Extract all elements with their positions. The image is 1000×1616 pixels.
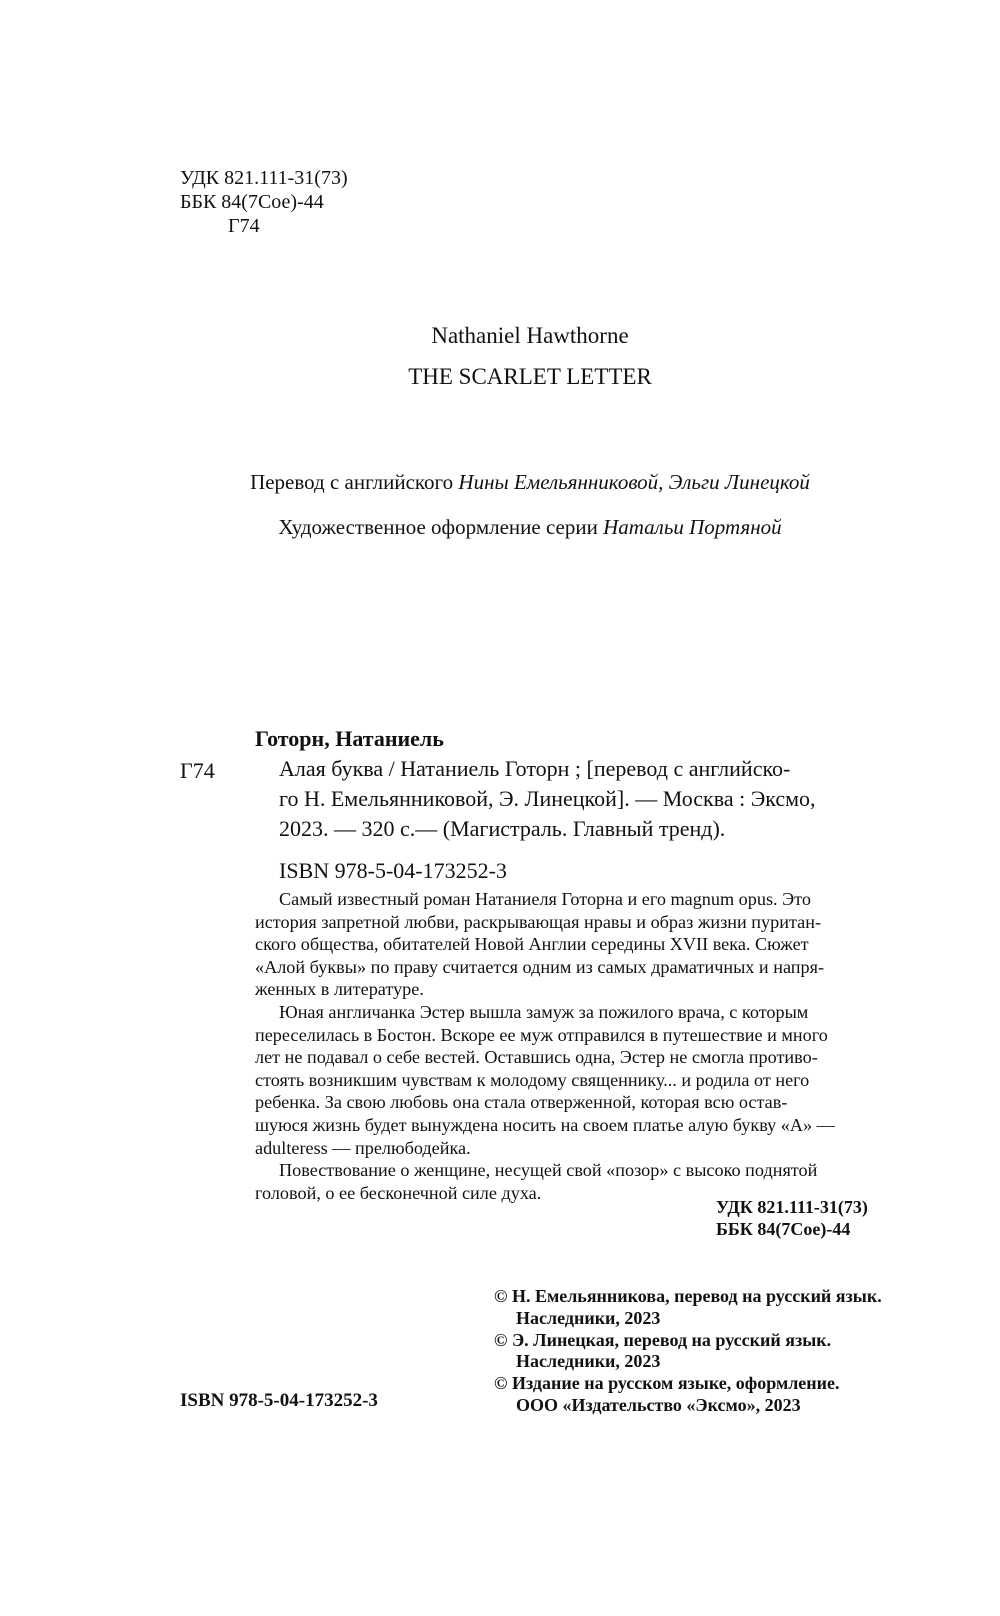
annotation-line: лет не подавал о себе вестей. Оставшись одна, Эстер не смогла противо- [255, 1047, 818, 1068]
annotation-line: ского общества, обитателей Новой Англии середины XVII века. Сюжет [255, 934, 809, 955]
translators: Нины Емельянниковой, Эльги Линецкой [458, 470, 810, 494]
annotation-line: Самый известный роман Натаниеля Готорна и его magnum opus. Это [279, 889, 811, 909]
bibliography-description [255, 754, 895, 844]
bbk-code: ББК 84(7Сое)-44 [180, 191, 324, 213]
annotation-line: Повествование о женщине, несущей свой «позор» с высоко поднятой [279, 1160, 818, 1181]
designer: Натальи Портяной [603, 515, 782, 539]
copyright-line: Наследники, 2023 [516, 1351, 661, 1372]
annotation-line: ребенка. За свою любовь она стала отверженной, которая всю остав- [255, 1092, 788, 1113]
design-prefix: Художественное оформление серии [278, 515, 598, 539]
translation-prefix: Перевод с английского [250, 470, 454, 494]
copyright-line: © Н. Емельянникова, перевод на русский язык. [494, 1286, 882, 1306]
annotation-line: шуюся жизнь будет вынуждена носить на своем платье алую букву «А» — [255, 1114, 835, 1135]
design-credit [0, 515, 1000, 540]
annotation-line: Юная англичанка Эстер вышла замуж за пожилого врача, с которым [279, 1001, 809, 1022]
description-line: го Н. Емельянниковой, Э. Линецкой]. — Москва : Эксмо, [279, 786, 816, 811]
copyright-line: ООО «Издательство «Эксмо», 2023 [516, 1394, 801, 1415]
udk-code: УДК 821.111-31(73) [180, 167, 348, 189]
annotation-line: головой, о ее бесконечной силе духа. [255, 1182, 542, 1203]
author-mark: Г74 [228, 215, 260, 237]
bibliography-isbn: ISBN 978-5-04-173252-3 [279, 858, 507, 883]
annotation-line: «Алой буквы» по праву считается одним из самых драматичных и напря- [255, 956, 825, 977]
annotation-line: переселилась в Бостон. Вскоре ее муж отправился в путешествие и много [255, 1024, 828, 1045]
annotation-line: история запретной любви, раскрывающая нравы и образ жизни пуритан- [255, 911, 821, 932]
udk-code: УДК 821.111-31(73) [716, 1197, 868, 1217]
bottom-isbn: ISBN 978-5-04-173252-3 [180, 1390, 378, 1411]
copyright-line: Наследники, 2023 [516, 1307, 661, 1328]
annotation-line: женных в литературе. [255, 979, 424, 1000]
copyright-block [494, 1286, 882, 1417]
description-line: Алая буква / Натаниель Готорн ; [перевод с английско- [279, 756, 791, 781]
original-title: THE SCARLET LETTER [408, 364, 652, 389]
annotation-line: стоять возникшим чувствам к молодому священнику... и родила от него [255, 1069, 810, 1090]
description-line: 2023. — 320 с.— (Магистраль. Главный тренд). [279, 816, 726, 841]
annotation-line: adulteress — прелюбодейка. [255, 1137, 471, 1158]
copyright-line: © Э. Линецкая, перевод на русский язык. [494, 1329, 832, 1350]
copyright-line: © Издание на русском языке, оформление. [494, 1373, 840, 1394]
translation-credit [0, 470, 1000, 495]
top-classification-codes [180, 166, 348, 238]
bibliography-record [255, 724, 895, 886]
annotation [255, 888, 892, 1204]
bibliography-author: Готорн, Натаниель [255, 726, 444, 751]
bibliography-code: Г74 [180, 758, 215, 783]
bbk-code: ББК 84(7Сое)-44 [716, 1219, 851, 1239]
original-author: Nathaniel Hawthorne [431, 323, 629, 348]
right-classification-codes [716, 1196, 868, 1240]
